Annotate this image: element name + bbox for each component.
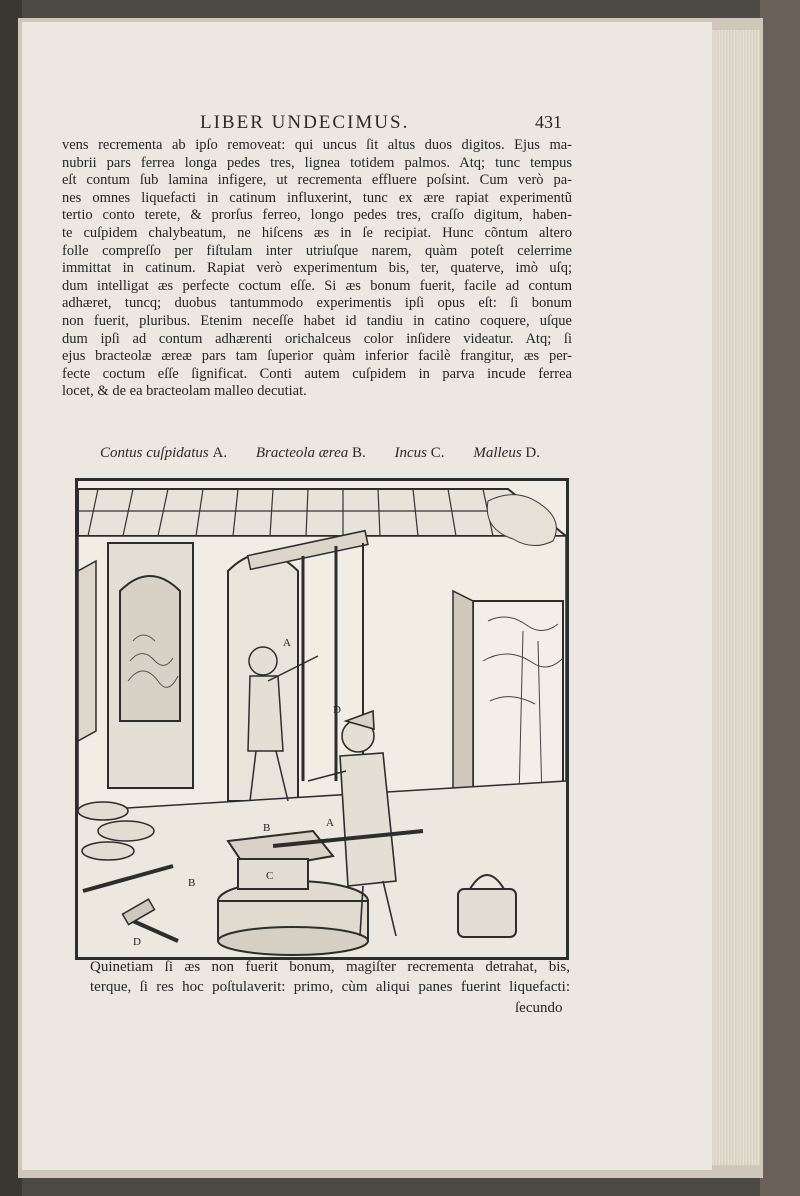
text-line: tertio conto terete, & prorſus ferreo, longo pedes tres, craſſo digitum, haben- — [62, 207, 572, 224]
woodcut-label: D — [133, 936, 141, 948]
continuation-text — [90, 957, 570, 997]
running-head-title: LIBER UNDECIMUS. — [200, 112, 410, 133]
text-line: nubrii pars ferrea longa pedes tres, lignea totidem palmos. Atq; tunc tempus — [62, 154, 572, 171]
text-line: vens recrementa ab ipſo removeat: qui uncus ſit altus duos digitos. Ejus ma- — [62, 137, 572, 153]
text-line: dum intelligat æs perfecte coctum eſſe. Si æs bonum fuerit, facile ad contum — [62, 277, 572, 294]
body-text — [62, 137, 572, 401]
woodcut-label: B — [263, 822, 271, 834]
woodcut-label: A — [283, 637, 291, 649]
woodcut-label: D — [333, 704, 341, 716]
caption-item-bracteola: Bracteola ærea B. — [255, 445, 366, 461]
text-line-last: locet, & de ea bracteolam malleo decutiat. — [62, 383, 307, 400]
woodcut-label: A — [326, 817, 334, 829]
caption-item-incus: Incus C. — [394, 445, 445, 461]
text-line: fecte coctum eſſe ſignificat. Conti autem cuſpidem in parva incude ferrea — [62, 365, 572, 382]
figure-caption — [100, 445, 540, 462]
text-line: te cuſpidem chalybeatum, ne hiſcens æs in ſe recipiat. Hunc cõntum altero — [62, 224, 572, 241]
text-line: dum ipſi ad contum adhærenti orichalceus color inſidere videatur. Atq; ſi — [62, 330, 572, 347]
woodcut-label: C — [266, 870, 274, 882]
catchword: ſecundo — [515, 1000, 563, 1016]
text-line: non fuerit, pluribus. Etenim neceſſe habet id tandiu in catino coquere, uſque — [62, 312, 572, 329]
text-line: folle compreſſo per fiſtulam inter utriuſque narem, quàm poteſt celerrime — [62, 242, 572, 259]
text-line: ejus bracteolæ æreæ pars tam ſuperior quàm inferior facilè frangitur, æs per- — [62, 348, 572, 365]
page-number: 431 — [535, 112, 562, 132]
text-line: terque, ſi res hoc poſtulaverit: primo, cùm aliqui panes fuerint liquefacti: — [90, 979, 570, 995]
woodcut-illustration — [75, 478, 569, 960]
caption-item-malleus: Malleus D. — [473, 445, 540, 461]
text-line: immittat in catinum. Rapiat verò experimentum bis, ter, quaterve, imò uſq; — [62, 260, 572, 277]
text-line: eſt contum ſub lamina infigere, ut recrementa effluere poſsint. Cum verò pa- — [62, 172, 572, 189]
woodcut-label: B — [188, 877, 196, 889]
woodcut-drawing — [78, 481, 566, 957]
caption-item-contus: Contus cuſpidatus A. — [100, 445, 228, 461]
text-line: Quinetiam ſi æs non fuerit bonum, magiſter recrementa detrahat, bis, — [90, 959, 570, 975]
text-line: nes omnes liquefacti in catinum influxerint, tunc ex ære rapiat experimentũ — [62, 189, 572, 206]
text-line: adhæret, tuncq; duobus tantummodo experimentis ipſi opus eſt: ſi bonum — [62, 295, 572, 312]
